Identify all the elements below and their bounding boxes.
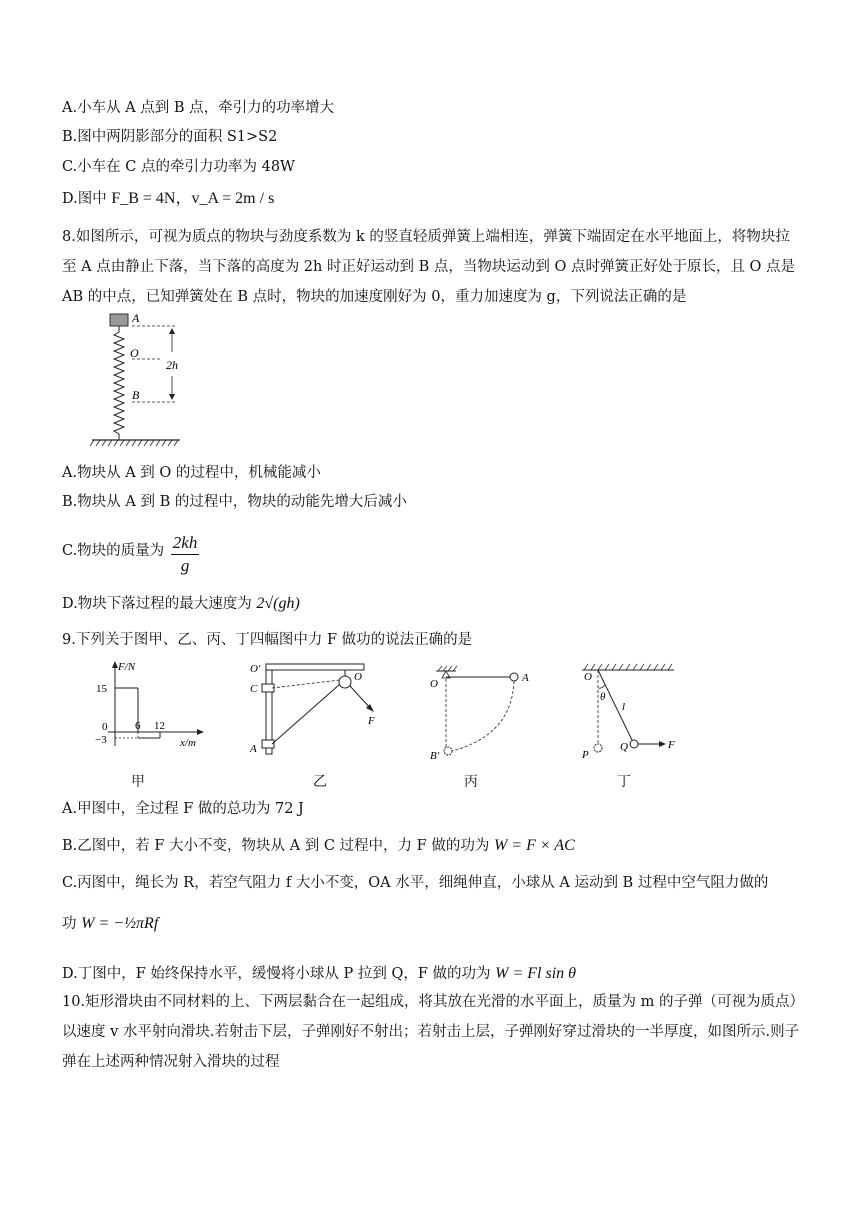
q9-jia-tick-neg3: −3: [95, 734, 107, 746]
q9-figure-bing: [422, 665, 532, 765]
q9-ding-label-theta: θ: [600, 691, 606, 703]
q9-caption-jia: 甲: [131, 774, 145, 790]
q8-label-2h: 2h: [166, 358, 178, 372]
q9-jia-tick-0: 0: [102, 721, 108, 733]
q9-option-b: [62, 836, 575, 856]
q9-option-c-math: W = −½πRf: [81, 915, 159, 932]
q8-option-d-prefix: D.物块下落过程的最大速度为: [62, 596, 252, 612]
q9-option-b-math: W = F × AC: [493, 837, 575, 854]
q9-option-d-prefix: D.丁图中，F 始终保持水平，缓慢将小球从 P 拉到 Q，F 做的功为: [62, 966, 491, 982]
q8-label-o: O: [130, 346, 139, 360]
q9-stem: 9.下列关于图甲、乙、丙、丁四幅图中力 F 做功的说法正确的是: [62, 632, 473, 648]
q8-option-c-prefix: C.物块的质量为: [62, 543, 165, 559]
q9-figure-jia: [88, 658, 218, 758]
q9-ding-label-p: P: [582, 749, 589, 761]
q9-option-c-line2: [62, 914, 158, 934]
q9-ding-label-o: O: [584, 671, 592, 683]
q8-stem: 8.如图所示，可视为质点的物块与劲度系数为 k 的竖直轻质弹簧上端相连，弹簧下端固定在水平地面上，将物块拉至 A 点由静止下落，当下落的高度为 2h 时正好运动到 B 点，当物块运动到 O 点时弹簧正好处于原长，且 O 点是 AB 的中点，已知弹簧处在 B 点时，物块的加速度刚好为 0，重力加速度为 g，下列说法正确的是: [62, 229, 796, 305]
q7-option-a: A.小车从 A 点到 B 点，牵引力的功率增大: [62, 100, 335, 116]
q9-ding-label-l: l: [622, 701, 626, 713]
q8-option-d-math: 2√(gh): [256, 595, 300, 612]
q8-spring-figure: [88, 312, 188, 456]
q7-option-b: B.图中两阴影部分的面积 S1>S2: [62, 129, 278, 145]
q8-option-c-fraction: [171, 532, 200, 577]
q9-caption-ding: 丁: [617, 774, 631, 790]
q8-label-b: B: [132, 388, 140, 402]
q9-ding-label-q: Q: [620, 741, 628, 753]
q9-yi-label-f: F: [368, 715, 375, 727]
q9-yi-label-a: A: [250, 743, 257, 755]
q9-jia-tick-15: 15: [96, 683, 107, 695]
q9-jia-xlabel: x/m: [180, 737, 196, 749]
q9-option-d: [62, 964, 576, 984]
q9-yi-label-o-prime: O′: [250, 663, 261, 675]
q8-option-c-numerator: 2kh: [171, 532, 200, 555]
q9-figure-ding: [574, 662, 684, 766]
q8-label-a: A: [132, 312, 140, 325]
q8-option-a: A.物块从 A 到 O 的过程中，机械能减小: [62, 465, 321, 481]
q9-jia-tick-12: 12: [154, 720, 165, 732]
q7-option-d-math: F_B = 4N，v_A = 2m / s: [111, 190, 275, 207]
q9-yi-label-c: C: [250, 683, 258, 695]
q9-option-d-math: W = Fl sin θ: [495, 965, 577, 982]
q9-bing-label-a: A: [522, 672, 529, 684]
q7-option-d: [62, 189, 274, 209]
q9-yi-label-o: O: [354, 671, 362, 683]
q9-option-c-line1: C.丙图中，绳长为 R，若空气阻力 f 大小不变，OA 水平，细绳伸直，小球从 A 运动到 B 过程中空气阻力做的: [62, 875, 769, 891]
q8-option-c: [62, 532, 199, 577]
q9-option-a: A.甲图中，全过程 F 做的总功为 72 J: [62, 801, 304, 817]
q7-option-d-prefix: D.图中: [62, 191, 107, 207]
q8-option-d: [62, 594, 300, 614]
q9-bing-label-b-prime: B′: [430, 750, 440, 761]
q9-figure-yi: [248, 660, 378, 764]
q9-jia-tick-6: 6: [135, 720, 141, 732]
q9-ding-label-f: F: [668, 739, 675, 751]
q8-option-c-denominator: g: [180, 556, 190, 575]
q9-caption-yi: 乙: [313, 774, 327, 790]
q7-option-c: C.小车在 C 点的牵引力功率为 48W: [62, 159, 295, 175]
q9-option-c-prefix: 功: [62, 916, 77, 932]
q9-caption-bing: 丙: [464, 774, 478, 790]
q9-jia-ylabel: F/N: [118, 661, 136, 673]
q8-option-b: B.物块从 A 到 B 的过程中，物块的动能先增大后减小: [62, 494, 407, 510]
q9-bing-label-o: O: [430, 678, 438, 690]
q9-option-b-prefix: B.乙图中，若 F 大小不变，物块从 A 到 C 过程中，力 F 做的功为: [62, 838, 490, 854]
q10-stem: 10.矩形滑块由不同材料的上、下两层黏合在一起组成，将其放在光滑的水平面上，质量为 m 的子弹（可视为质点）以速度 v 水平射向滑块.若射击下层，子弹刚好不射出；若射击上层，子弹刚好穿过滑块的一半厚度，如图所示.则子弹在上述两种情况射入滑块的过程: [62, 994, 800, 1070]
